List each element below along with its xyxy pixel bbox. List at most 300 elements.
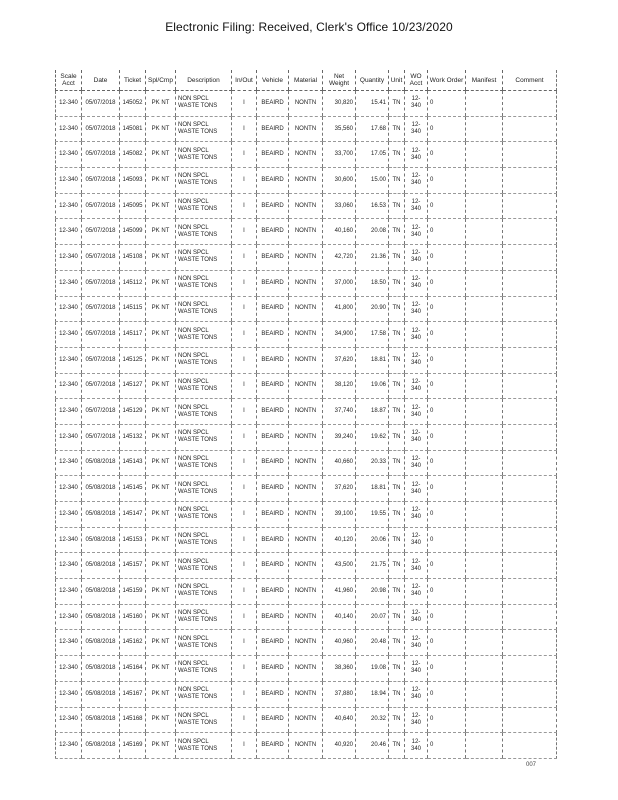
empty-cell: [503, 245, 557, 271]
work-order-cell: 0: [428, 219, 466, 245]
description-cell-line: NON SPCL: [178, 481, 209, 488]
wo-acct-cell-line: 340: [410, 642, 421, 649]
unit-cell: TN: [389, 502, 405, 528]
in-out-cell: I: [232, 322, 257, 348]
empty-cell: [466, 681, 503, 707]
scale-acct-cell: 12-340: [56, 116, 82, 142]
description-cell: [176, 707, 232, 733]
unit-cell: TN: [389, 245, 405, 271]
table-row: [56, 424, 557, 450]
empty-cell: [466, 733, 503, 759]
spl-cmp-cell: PK NT: [146, 116, 176, 142]
work-order-cell: 0: [428, 193, 466, 219]
wo-acct-cell-line: 340: [410, 591, 421, 598]
empty-cell: [466, 219, 503, 245]
material-cell: NONTN: [289, 347, 323, 373]
description-cell-line: WASTE TONS: [178, 642, 218, 649]
date-cell: 05/08/2018: [82, 527, 120, 553]
quantity-cell: 18.87: [356, 399, 389, 425]
ticket-cell: 145117: [120, 322, 146, 348]
vehicle-cell: BEAIRD: [257, 553, 289, 579]
empty-cell: [503, 296, 557, 322]
quantity-cell: 20.48: [356, 630, 389, 656]
wo-acct-cell-line: 12-: [411, 558, 421, 565]
net-weight-cell: 30,600: [323, 168, 356, 194]
table-row: [56, 245, 557, 271]
quantity-cell: 20.33: [356, 450, 389, 476]
scale-acct-cell: 12-340: [56, 604, 82, 630]
wo-acct-cell-line: 12-: [411, 584, 421, 591]
vehicle-cell: BEAIRD: [257, 399, 289, 425]
column-header: Comment: [503, 70, 557, 91]
work-order-cell: 0: [428, 681, 466, 707]
spl-cmp-cell: PK NT: [146, 373, 176, 399]
table-row: [56, 604, 557, 630]
wo-acct-cell: [405, 373, 428, 399]
wo-acct-cell-line: 340: [410, 617, 421, 624]
empty-cell: [466, 424, 503, 450]
wo-acct-cell-line: 12-: [411, 224, 421, 231]
table-row: [56, 707, 557, 733]
empty-cell: [466, 322, 503, 348]
material-cell: NONTN: [289, 270, 323, 296]
ticket-cell: 145125: [120, 347, 146, 373]
column-header: Date: [82, 70, 120, 91]
net-weight-cell: 37,620: [323, 347, 356, 373]
description-cell: [176, 193, 232, 219]
scale-acct-cell: 12-340: [56, 579, 82, 605]
scale-acct-cell: 12-340: [56, 270, 82, 296]
table-row: [56, 296, 557, 322]
in-out-cell: I: [232, 604, 257, 630]
ticket-cell: 145127: [120, 373, 146, 399]
work-order-cell: 0: [428, 707, 466, 733]
table-row: [56, 527, 557, 553]
spl-cmp-cell: PK NT: [146, 424, 176, 450]
wo-acct-cell-line: 340: [410, 308, 421, 315]
wo-acct-cell: [405, 630, 428, 656]
material-cell: NONTN: [289, 219, 323, 245]
description-cell-line: NON SPCL: [178, 584, 209, 591]
description-cell-line: WASTE TONS: [178, 206, 218, 213]
description-cell: [176, 476, 232, 502]
description-cell: [176, 681, 232, 707]
in-out-cell: I: [232, 296, 257, 322]
empty-cell: [503, 347, 557, 373]
empty-cell: [503, 168, 557, 194]
spl-cmp-cell: PK NT: [146, 193, 176, 219]
page-mark: 007: [526, 762, 537, 768]
in-out-cell: I: [232, 527, 257, 553]
date-cell: 05/07/2018: [82, 373, 120, 399]
description-cell-line: NON SPCL: [178, 558, 209, 565]
description-cell-line: NON SPCL: [178, 455, 209, 462]
empty-cell: [503, 322, 557, 348]
net-weight-cell: 35,560: [323, 116, 356, 142]
wo-acct-cell-line: 12-: [411, 635, 421, 642]
in-out-cell: I: [232, 579, 257, 605]
empty-cell: [503, 733, 557, 759]
description-cell: [176, 733, 232, 759]
column-header: Unit: [389, 70, 405, 91]
in-out-cell: I: [232, 630, 257, 656]
spl-cmp-cell: PK NT: [146, 630, 176, 656]
ticket-cell: 145164: [120, 656, 146, 682]
description-cell-line: WASTE TONS: [178, 129, 218, 136]
wo-acct-cell-line: 340: [410, 231, 421, 238]
scale-acct-cell: 12-340: [56, 322, 82, 348]
description-cell-line: NON SPCL: [178, 301, 209, 308]
spl-cmp-cell: PK NT: [146, 270, 176, 296]
scale-acct-cell: 12-340: [56, 681, 82, 707]
quantity-cell: 15.41: [356, 91, 389, 117]
description-cell-line: NON SPCL: [178, 96, 209, 103]
ticket-cell: 145093: [120, 168, 146, 194]
empty-cell: [503, 219, 557, 245]
material-cell: NONTN: [289, 604, 323, 630]
work-order-cell: 0: [428, 450, 466, 476]
description-cell: [176, 424, 232, 450]
vehicle-cell: BEAIRD: [257, 527, 289, 553]
ticket-cell: 145129: [120, 399, 146, 425]
spl-cmp-cell: PK NT: [146, 604, 176, 630]
wo-acct-cell: [405, 116, 428, 142]
empty-cell: [466, 296, 503, 322]
scale-acct-cell: 12-340: [56, 553, 82, 579]
wo-acct-cell-line: 12-: [411, 712, 421, 719]
net-weight-cell: 33,060: [323, 193, 356, 219]
description-cell: [176, 142, 232, 168]
wo-acct-cell-line: 340: [410, 745, 421, 752]
scale-acct-cell: 12-340: [56, 219, 82, 245]
quantity-cell: 20.08: [356, 219, 389, 245]
empty-cell: [503, 502, 557, 528]
quantity-cell: 18.94: [356, 681, 389, 707]
description-cell-line: NON SPCL: [178, 353, 209, 360]
unit-cell: TN: [389, 656, 405, 682]
empty-cell: [466, 142, 503, 168]
ticket-cell: 145167: [120, 681, 146, 707]
description-cell-line: WASTE TONS: [178, 283, 218, 290]
vehicle-cell: BEAIRD: [257, 656, 289, 682]
in-out-cell: I: [232, 245, 257, 271]
vehicle-cell: BEAIRD: [257, 424, 289, 450]
column-header: Quantity: [356, 70, 389, 91]
net-weight-cell: 39,100: [323, 502, 356, 528]
ticket-cell: 145162: [120, 630, 146, 656]
in-out-cell: I: [232, 656, 257, 682]
work-order-cell: 0: [428, 373, 466, 399]
net-weight-cell: 39,240: [323, 424, 356, 450]
in-out-cell: I: [232, 450, 257, 476]
description-cell: [176, 502, 232, 528]
empty-cell: [503, 604, 557, 630]
description-cell-line: WASTE TONS: [178, 668, 218, 675]
work-order-cell: 0: [428, 630, 466, 656]
quantity-cell: 19.62: [356, 424, 389, 450]
empty-cell: [503, 681, 557, 707]
description-cell-line: NON SPCL: [178, 147, 209, 154]
vehicle-cell: BEAIRD: [257, 347, 289, 373]
wo-acct-cell-line: 12-: [411, 122, 421, 129]
material-cell: NONTN: [289, 502, 323, 528]
date-cell: 05/08/2018: [82, 733, 120, 759]
column-header: WO Acct: [405, 70, 428, 91]
spl-cmp-cell: PK NT: [146, 399, 176, 425]
net-weight-cell: 40,120: [323, 527, 356, 553]
description-cell-line: WASTE TONS: [178, 591, 218, 598]
work-order-cell: 0: [428, 347, 466, 373]
in-out-cell: I: [232, 424, 257, 450]
ticket-cell: 145147: [120, 502, 146, 528]
vehicle-cell: BEAIRD: [257, 142, 289, 168]
vehicle-cell: BEAIRD: [257, 219, 289, 245]
description-cell-line: WASTE TONS: [178, 617, 218, 624]
date-cell: 05/07/2018: [82, 168, 120, 194]
wo-acct-cell-line: 340: [410, 385, 421, 392]
net-weight-cell: 33,700: [323, 142, 356, 168]
scale-acct-cell: 12-340: [56, 527, 82, 553]
unit-cell: TN: [389, 399, 405, 425]
scale-acct-cell: 12-340: [56, 296, 82, 322]
description-cell-line: WASTE TONS: [178, 308, 218, 315]
ticket-cell: 145160: [120, 604, 146, 630]
ticket-cell: 145108: [120, 245, 146, 271]
material-cell: NONTN: [289, 656, 323, 682]
scale-acct-cell: 12-340: [56, 245, 82, 271]
unit-cell: TN: [389, 142, 405, 168]
wo-acct-cell-line: 340: [410, 360, 421, 367]
in-out-cell: I: [232, 476, 257, 502]
wo-acct-cell: [405, 604, 428, 630]
description-cell-line: WASTE TONS: [178, 694, 218, 701]
wo-acct-cell: [405, 322, 428, 348]
wo-acct-cell-line: 340: [410, 180, 421, 187]
material-cell: NONTN: [289, 707, 323, 733]
scale-ticket-table: [55, 70, 557, 759]
in-out-cell: I: [232, 373, 257, 399]
scale-acct-cell: 12-340: [56, 630, 82, 656]
wo-acct-cell: [405, 245, 428, 271]
wo-acct-cell-line: 12-: [411, 301, 421, 308]
wo-acct-cell-line: 340: [410, 206, 421, 213]
table-row: [56, 553, 557, 579]
work-order-cell: 0: [428, 656, 466, 682]
wo-acct-cell-line: 12-: [411, 353, 421, 360]
wo-acct-cell-line: 12-: [411, 250, 421, 257]
wo-acct-cell-line: 340: [410, 437, 421, 444]
empty-cell: [466, 347, 503, 373]
vehicle-cell: BEAIRD: [257, 168, 289, 194]
date-cell: 05/08/2018: [82, 579, 120, 605]
vehicle-cell: BEAIRD: [257, 604, 289, 630]
description-cell-line: WASTE TONS: [178, 565, 218, 572]
column-header: Description: [176, 70, 232, 91]
date-cell: 05/07/2018: [82, 91, 120, 117]
table-row: [56, 116, 557, 142]
scale-acct-cell: 12-340: [56, 193, 82, 219]
description-cell: [176, 91, 232, 117]
vehicle-cell: BEAIRD: [257, 193, 289, 219]
description-cell: [176, 219, 232, 245]
work-order-cell: 0: [428, 322, 466, 348]
work-order-cell: 0: [428, 502, 466, 528]
work-order-cell: 0: [428, 527, 466, 553]
empty-cell: [503, 707, 557, 733]
wo-acct-cell: [405, 270, 428, 296]
wo-acct-cell-line: 12-: [411, 507, 421, 514]
quantity-cell: 15.00: [356, 168, 389, 194]
material-cell: NONTN: [289, 91, 323, 117]
date-cell: 05/07/2018: [82, 142, 120, 168]
wo-acct-cell-line: 12-: [411, 96, 421, 103]
work-order-cell: 0: [428, 476, 466, 502]
vehicle-cell: BEAIRD: [257, 91, 289, 117]
column-header: Scale Acct: [56, 70, 82, 91]
wo-acct-cell: [405, 296, 428, 322]
quantity-cell: 20.07: [356, 604, 389, 630]
date-cell: 05/08/2018: [82, 630, 120, 656]
table-row: [56, 579, 557, 605]
ticket-cell: 145115: [120, 296, 146, 322]
description-cell-line: NON SPCL: [178, 430, 209, 437]
description-cell: [176, 296, 232, 322]
material-cell: NONTN: [289, 373, 323, 399]
empty-cell: [503, 142, 557, 168]
unit-cell: TN: [389, 681, 405, 707]
wo-acct-cell-line: 12-: [411, 404, 421, 411]
description-cell-line: NON SPCL: [178, 250, 209, 257]
spl-cmp-cell: PK NT: [146, 296, 176, 322]
unit-cell: TN: [389, 579, 405, 605]
empty-cell: [503, 424, 557, 450]
wo-acct-cell-line: 340: [410, 668, 421, 675]
unit-cell: TN: [389, 733, 405, 759]
date-cell: 05/07/2018: [82, 424, 120, 450]
spl-cmp-cell: PK NT: [146, 347, 176, 373]
net-weight-cell: 40,640: [323, 707, 356, 733]
quantity-cell: 21.36: [356, 245, 389, 271]
wo-acct-cell: [405, 579, 428, 605]
description-cell-line: NON SPCL: [178, 404, 209, 411]
date-cell: 05/08/2018: [82, 450, 120, 476]
empty-cell: [466, 502, 503, 528]
vehicle-cell: BEAIRD: [257, 373, 289, 399]
unit-cell: TN: [389, 270, 405, 296]
wo-acct-cell: [405, 424, 428, 450]
description-cell-line: WASTE TONS: [178, 488, 218, 495]
quantity-cell: 17.05: [356, 142, 389, 168]
work-order-cell: 0: [428, 116, 466, 142]
wo-acct-cell-line: 12-: [411, 276, 421, 283]
wo-acct-cell: [405, 91, 428, 117]
work-order-cell: 0: [428, 270, 466, 296]
date-cell: 05/08/2018: [82, 707, 120, 733]
description-cell-line: WASTE TONS: [178, 514, 218, 521]
table-row: [56, 270, 557, 296]
in-out-cell: I: [232, 270, 257, 296]
description-cell: [176, 579, 232, 605]
column-header: In/Out: [232, 70, 257, 91]
wo-acct-cell: [405, 142, 428, 168]
spl-cmp-cell: PK NT: [146, 707, 176, 733]
in-out-cell: I: [232, 681, 257, 707]
description-cell-line: WASTE TONS: [178, 437, 218, 444]
net-weight-cell: 41,800: [323, 296, 356, 322]
empty-cell: [466, 604, 503, 630]
wo-acct-cell-line: 340: [410, 462, 421, 469]
work-order-cell: 0: [428, 579, 466, 605]
filing-stamp: Electronic Filing: Received, Clerk's Office 10/23/2020: [165, 20, 453, 34]
empty-cell: [466, 399, 503, 425]
ticket-cell: 145095: [120, 193, 146, 219]
date-cell: 05/08/2018: [82, 656, 120, 682]
column-header: Vehicle: [257, 70, 289, 91]
date-cell: 05/07/2018: [82, 193, 120, 219]
material-cell: NONTN: [289, 733, 323, 759]
ticket-cell: 145052: [120, 91, 146, 117]
table-row: [56, 322, 557, 348]
quantity-cell: 20.06: [356, 527, 389, 553]
work-order-cell: 0: [428, 399, 466, 425]
description-cell-line: WASTE TONS: [178, 103, 218, 110]
column-header: Ticket: [120, 70, 146, 91]
wo-acct-cell: [405, 219, 428, 245]
wo-acct-cell-line: 340: [410, 129, 421, 136]
vehicle-cell: BEAIRD: [257, 245, 289, 271]
description-cell-line: WASTE TONS: [178, 719, 218, 726]
in-out-cell: I: [232, 733, 257, 759]
ticket-cell: 145157: [120, 553, 146, 579]
wo-acct-cell-line: 340: [410, 334, 421, 341]
quantity-cell: 20.46: [356, 733, 389, 759]
vehicle-cell: BEAIRD: [257, 476, 289, 502]
empty-cell: [503, 553, 557, 579]
quantity-cell: 19.55: [356, 502, 389, 528]
unit-cell: TN: [389, 527, 405, 553]
empty-cell: [503, 116, 557, 142]
spl-cmp-cell: PK NT: [146, 553, 176, 579]
description-cell-line: NON SPCL: [178, 661, 209, 668]
in-out-cell: I: [232, 553, 257, 579]
material-cell: NONTN: [289, 527, 323, 553]
ticket-cell: 145159: [120, 579, 146, 605]
quantity-cell: 21.75: [356, 553, 389, 579]
quantity-cell: 16.53: [356, 193, 389, 219]
description-cell: [176, 373, 232, 399]
unit-cell: TN: [389, 193, 405, 219]
unit-cell: TN: [389, 373, 405, 399]
wo-acct-cell-line: 340: [410, 257, 421, 264]
description-cell-line: WASTE TONS: [178, 257, 218, 264]
unit-cell: TN: [389, 450, 405, 476]
description-cell: [176, 527, 232, 553]
scale-acct-cell: 12-340: [56, 142, 82, 168]
quantity-cell: 20.32: [356, 707, 389, 733]
description-cell: [176, 168, 232, 194]
net-weight-cell: 37,880: [323, 681, 356, 707]
quantity-cell: 20.90: [356, 296, 389, 322]
in-out-cell: I: [232, 502, 257, 528]
material-cell: NONTN: [289, 193, 323, 219]
wo-acct-cell-line: 12-: [411, 147, 421, 154]
work-order-cell: 0: [428, 604, 466, 630]
empty-cell: [503, 630, 557, 656]
description-cell-line: NON SPCL: [178, 533, 209, 540]
empty-cell: [466, 656, 503, 682]
empty-cell: [466, 707, 503, 733]
empty-cell: [503, 656, 557, 682]
